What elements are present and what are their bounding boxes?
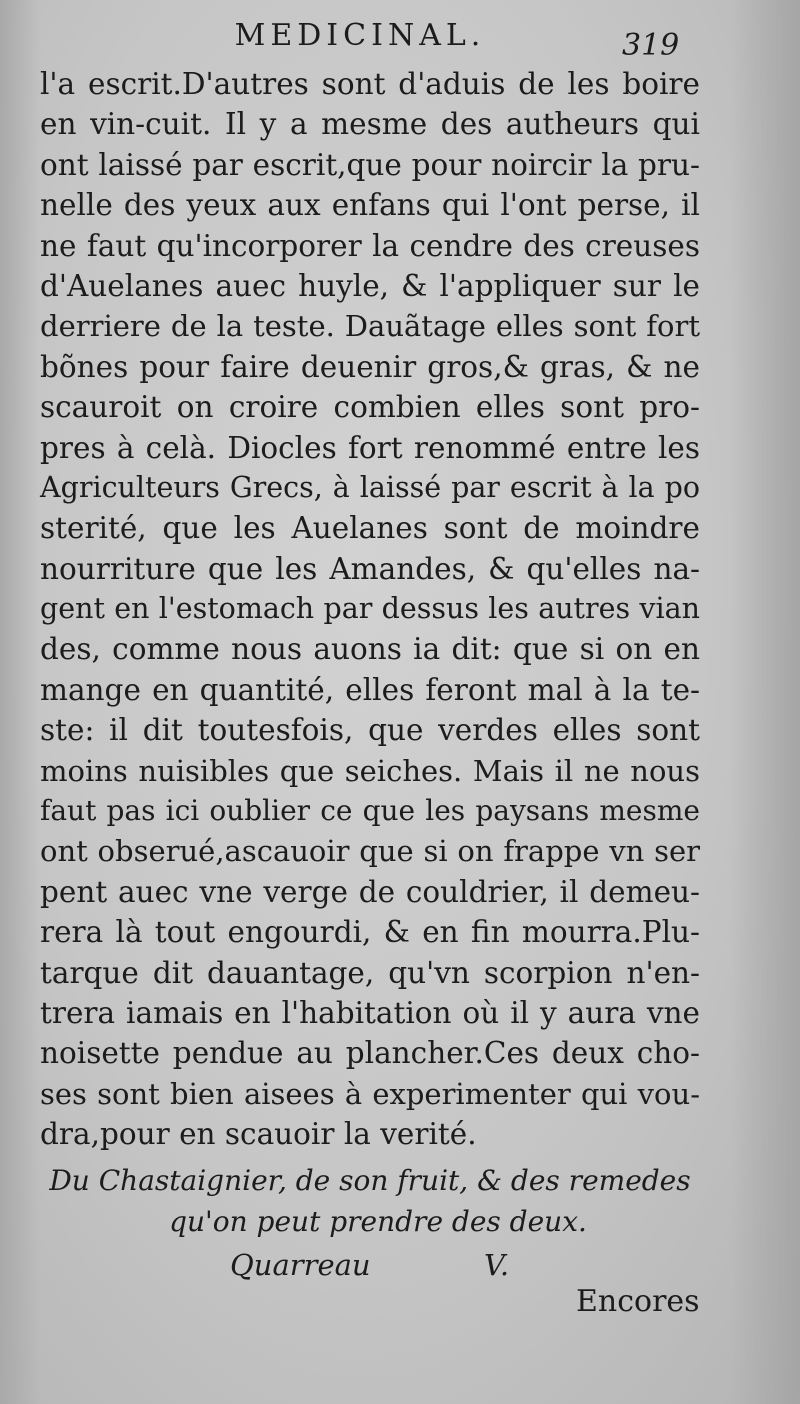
text-line: ste: il dit toutesfois, que verdes elles sont [40, 713, 700, 748]
running-title: MEDICINAL. [234, 18, 486, 53]
text-line: scauroit on croire combien elles sont pro- [40, 390, 700, 425]
text-line: nelle des yeux aux enfans qui l'ont perse, il [40, 188, 700, 223]
text-line: pres à celà. Diocles fort renommé entre les [40, 430, 700, 465]
signature-word: Quarreau [230, 1248, 371, 1282]
catchword: Encores [576, 1284, 700, 1319]
text-line: nourriture que les Amandes, & qu'elles na- [40, 551, 700, 586]
text-line: tarque dit dauantage, qu'vn scorpion n'en- [40, 955, 700, 990]
text-line: pent auec vne verge de couldrier, il demeu- [40, 874, 700, 909]
section-heading-line-2: qu'on peut prendre des deux. [169, 1205, 587, 1238]
text-line: ses sont bien aisees à experimenter qui vou- [40, 1076, 700, 1111]
text-line: rera là tout engourdi, & en fin mourra.Plu- [40, 915, 700, 950]
page-gutter-shadow [0, 0, 40, 1404]
text-line: ont laissé par escrit,que pour noircir la pru- [40, 147, 700, 182]
body-text [40, 64, 700, 1155]
text-line: en vin-cuit. Il y a mesme des autheurs qui [40, 107, 700, 142]
text-line: trera iamais en l'habitation où il y aura vne [40, 995, 700, 1030]
text-line: des, comme nous auons ia dit: que si on en [40, 632, 700, 667]
text-line: derriere de la teste. Dauãtage elles sont fort [40, 309, 700, 344]
text-line: bõnes pour faire deuenir gros,& gras, & ne [40, 349, 700, 384]
text-line: faut pas ici oublier ce que les paysans mesme [40, 794, 700, 828]
text-line: sterité, que les Auelanes sont de moindre [40, 511, 700, 546]
text-line: dra,pour en scauoir la verité. [40, 1117, 477, 1152]
text-line: l'a escrit.D'autres sont d'aduis de les boire [40, 67, 700, 101]
page-number: 319 [622, 28, 680, 63]
page-edge-shadow [730, 0, 800, 1404]
signature-mark [230, 1248, 509, 1282]
text-line: moins nuisibles que seiches. Mais il ne nous [40, 753, 700, 788]
text-line: Agriculteurs Grecs, à laissé par escrit à la po [40, 470, 700, 504]
signature-letter: V. [484, 1248, 510, 1282]
text-line: noisette pendue au plancher.Ces deux cho- [40, 1036, 700, 1071]
section-heading-line-1: Du Chastaignier, de son fruit, & des remedes [49, 1164, 691, 1197]
text-line: ont obserué,ascauoir que si on frappe vn ser [40, 834, 700, 869]
text-line: gent en l'estomach par dessus les autres vian [40, 592, 700, 626]
text-line: mange en quantité, elles feront mal à la te- [40, 672, 700, 707]
text-line: d'Auelanes auec huyle, & l'appliquer sur le [40, 268, 700, 303]
text-line: ne faut qu'incorporer la cendre des creuses [40, 228, 700, 263]
